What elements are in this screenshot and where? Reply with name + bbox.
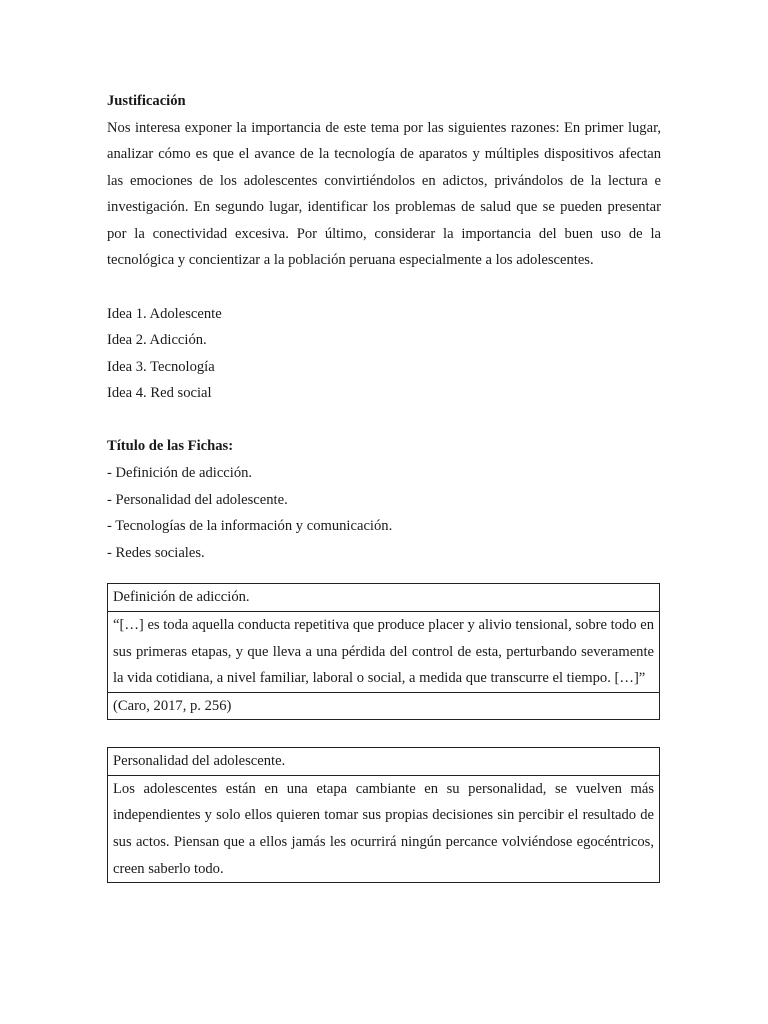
fichas-heading: Título de las Fichas:	[107, 438, 234, 455]
idea-item: Idea 2. Adicción.	[107, 332, 207, 349]
idea-item: Idea 4. Red social	[107, 385, 212, 402]
spacer	[107, 407, 661, 434]
ideas-list	[107, 301, 661, 407]
card-title: Definición de adicción.	[113, 589, 250, 606]
idea-item: Idea 1. Adolescente	[107, 305, 222, 322]
ficha-item: - Definición de adicción.	[107, 464, 253, 481]
ficha-item: - Tecnologías de la información y comunicación.	[107, 518, 393, 535]
card-title: Personalidad del adolescente.	[113, 753, 286, 770]
ficha-item: - Personalidad del adolescente.	[107, 491, 288, 508]
card-source: (Caro, 2017, p. 256)	[108, 692, 659, 720]
justification-heading: Justificación	[107, 93, 186, 109]
ficha-card-adiccion	[107, 583, 660, 720]
ficha-card-personalidad	[107, 747, 660, 883]
justification-paragraph: Nos interesa exponer la importancia de este tema por las siguientes razones: En primer lugar, analizar cómo es que el avance de la tecnología de aparatos y múltiples dispositivos afectan las emociones de los adolescentes convirtiéndolos en adictos, privándolos de la lectura e investigación. En segundo lugar, identificar los problemas de salud que se pueden presentar por la conectividad excesiva. Por último, considerar la importancia del buen uso de la tecnológica y concientizar a la población peruana especialmente a los adolescentes.	[107, 119, 661, 269]
ficha-item: - Redes sociales.	[107, 544, 205, 561]
card-quote: “[…] es toda aquella conducta repetitiva que produce placer y alivio tensional, sobre todo en sus primeras etapas, y que lleva a una pérdida del control de esta, perturbando severamente la vida cotidiana, a nivel familiar, laboral o social, a medida que transcurre el tiempo. […]”	[108, 611, 659, 692]
document-page	[107, 88, 661, 883]
fichas-list	[107, 460, 661, 566]
idea-item: Idea 3. Tecnología	[107, 358, 215, 375]
spacer	[107, 274, 661, 301]
card-body: Los adolescentes están en una etapa cambiante en su personalidad, se vuelven más independientes y solo ellos quieren tomar sus propias decisiones sin percibir el resultado de sus actos. Piensan que a ellos jamás les ocurrirá ningún percance volviéndose egocéntricos, creen saberlo todo.	[108, 775, 659, 882]
